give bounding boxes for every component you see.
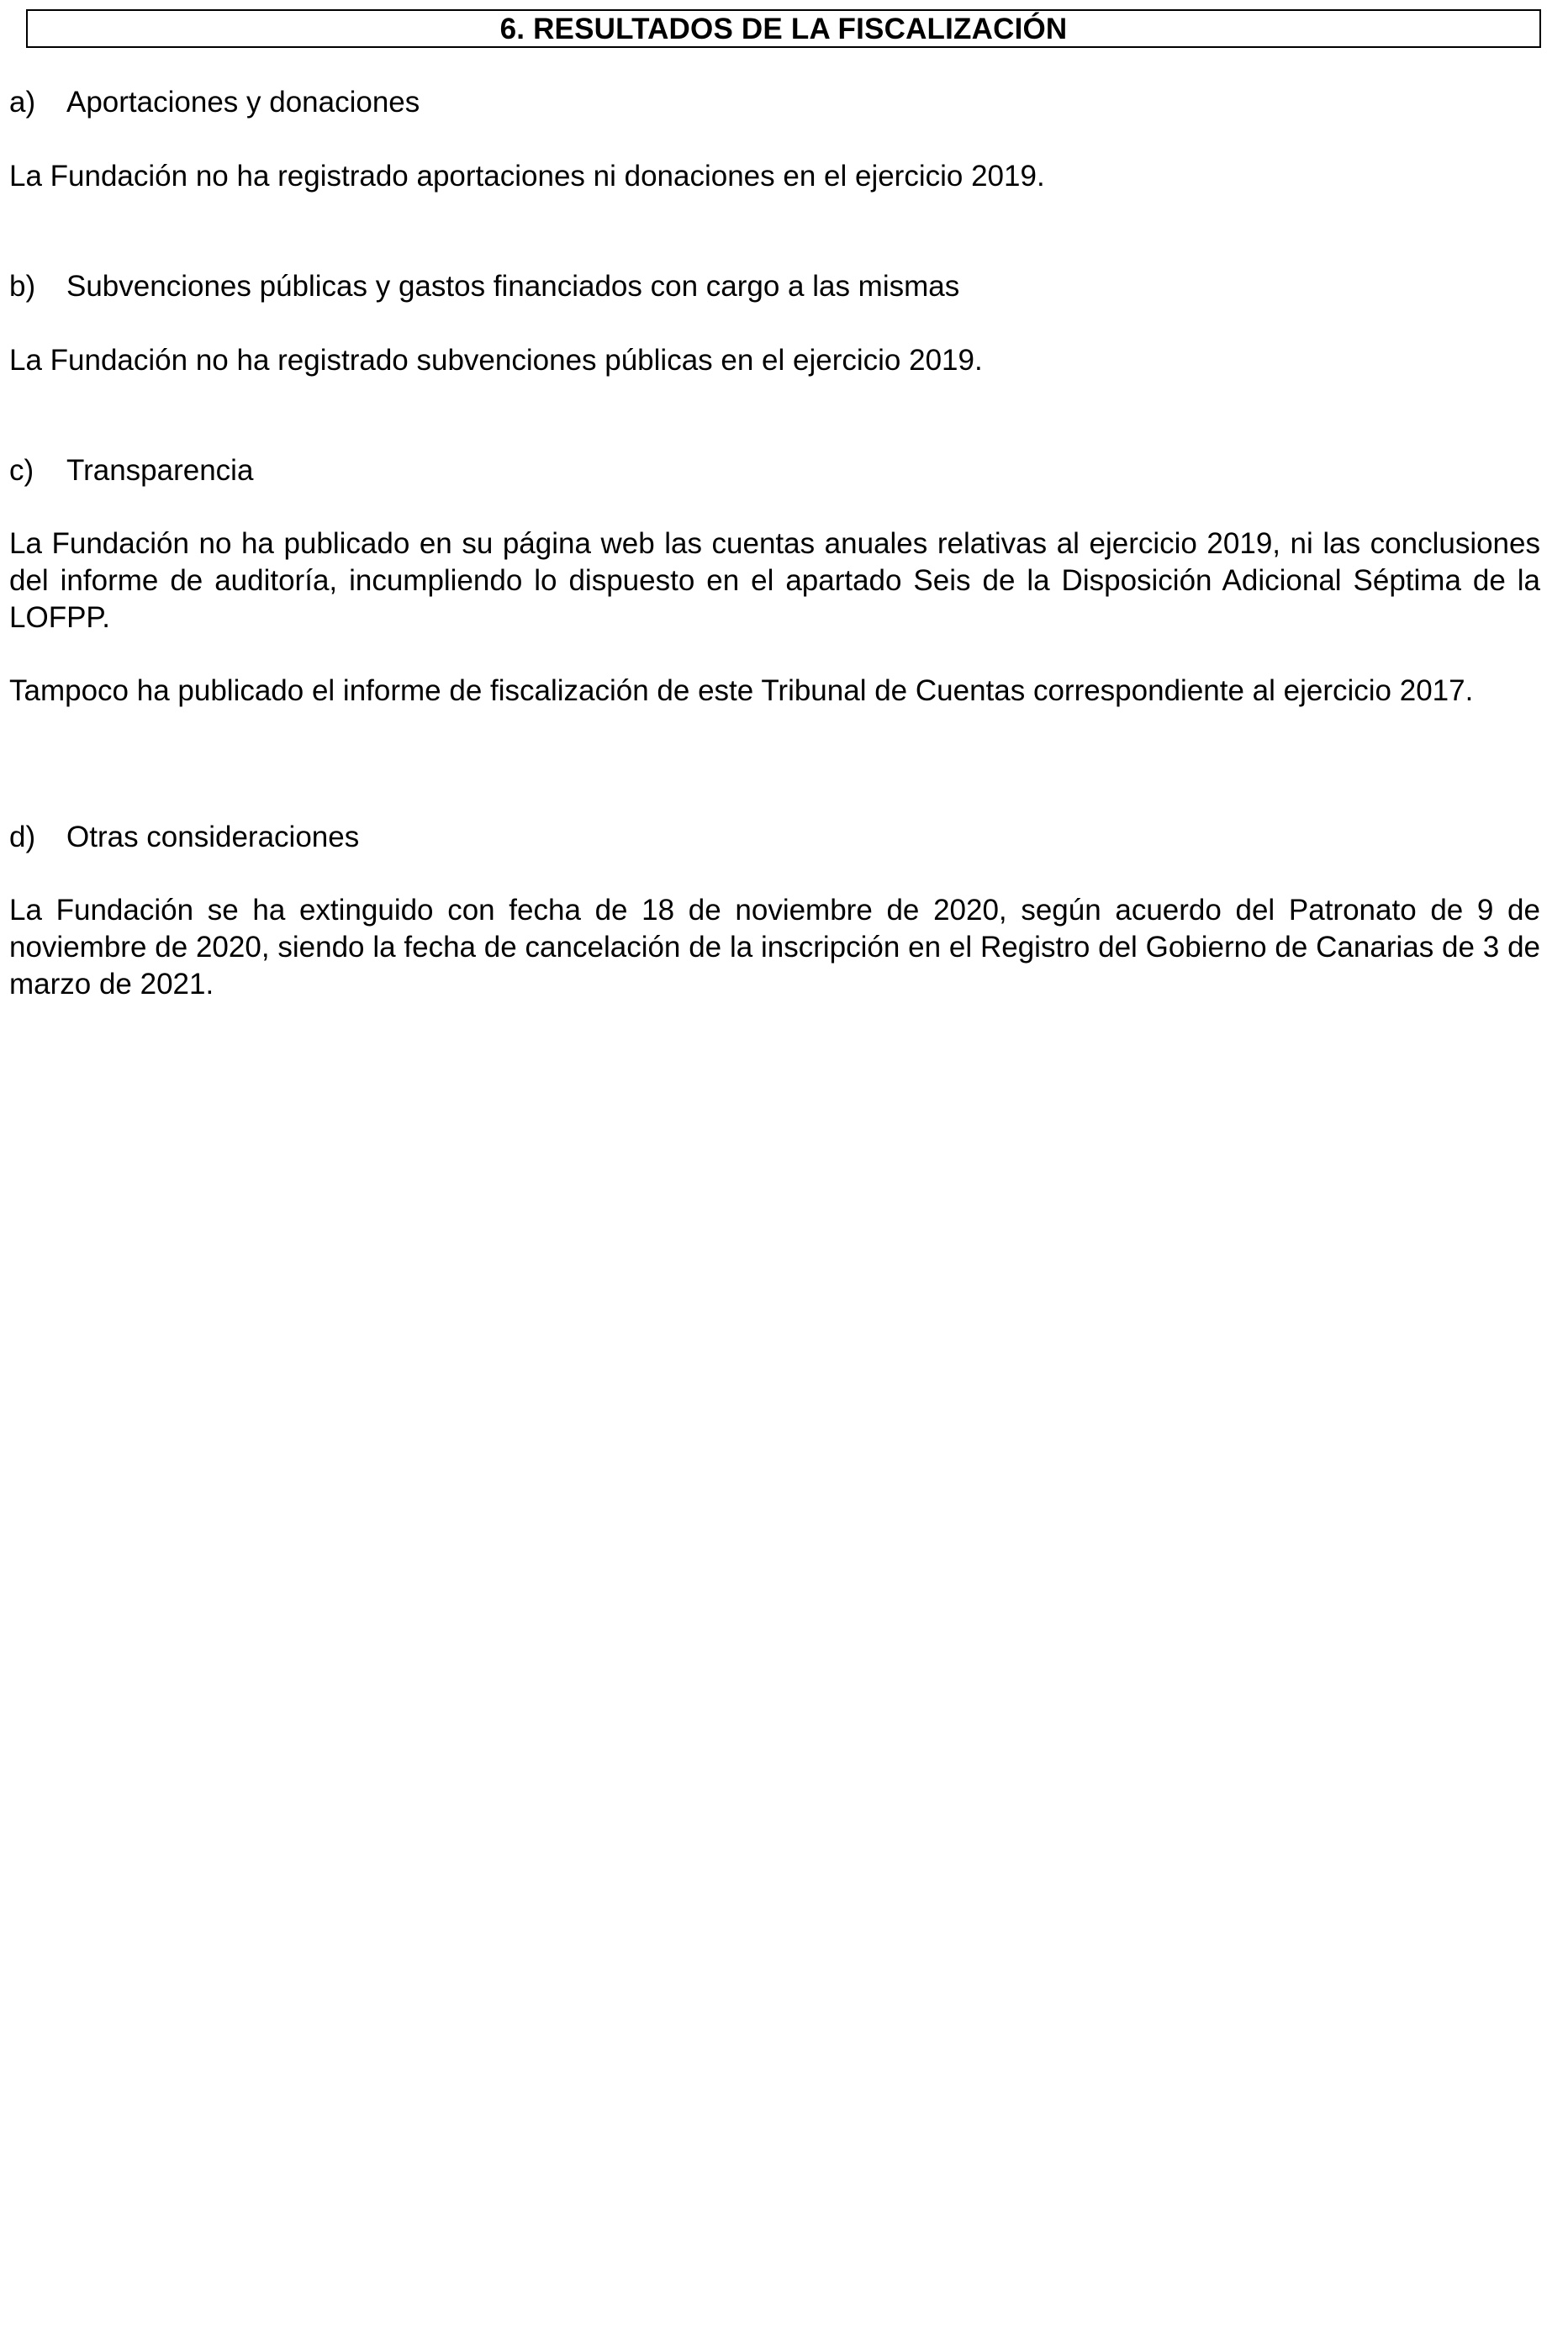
heading-a <box>9 84 420 121</box>
paragraph-d-1: La Fundación se ha extinguido con fecha de 18 de noviembre de 2020, según acuerdo del Patronato de 9 de noviembre de 2020, siendo la fecha de cancelación de la inscripción en el Registro del Gobierno de Canarias de 3 de marzo de 2021. <box>9 894 1540 1001</box>
heading-d-text: Otras consideraciones <box>66 821 360 853</box>
heading-c <box>9 452 253 489</box>
paragraph-b-1: La Fundación no ha registrado subvenciones públicas en el ejercicio 2019. <box>9 344 983 377</box>
heading-a-letter: a) <box>9 86 36 119</box>
section-title: 6. RESULTADOS DE LA FISCALIZACIÓN <box>499 13 1068 45</box>
heading-b-text: Subvenciones públicas y gastos financiados con cargo a las mismas <box>66 270 960 303</box>
heading-b <box>9 268 959 305</box>
heading-d <box>9 819 359 856</box>
paragraph-c-2: Tampoco ha publicado el informe de fiscalización de este Tribunal de Cuentas correspondiente al ejercicio 2017. <box>9 674 1474 707</box>
heading-b-letter: b) <box>9 270 36 303</box>
section-title-box <box>26 9 1541 48</box>
paragraph-c-1: La Fundación no ha publicado en su página web las cuentas anuales relativas al ejercicio 2019, ni las conclusiones del informe de auditoría, incumpliendo lo dispuesto en el apartado Seis de la Disposición Adicional Séptima de la LOFPP. <box>9 527 1540 634</box>
heading-c-text: Transparencia <box>66 454 254 487</box>
paragraph-a-1: La Fundación no ha registrado aportaciones ni donaciones en el ejercicio 2019. <box>9 160 1045 193</box>
heading-c-letter: c) <box>9 454 34 487</box>
heading-a-text: Aportaciones y donaciones <box>66 86 420 119</box>
heading-d-letter: d) <box>9 821 36 853</box>
